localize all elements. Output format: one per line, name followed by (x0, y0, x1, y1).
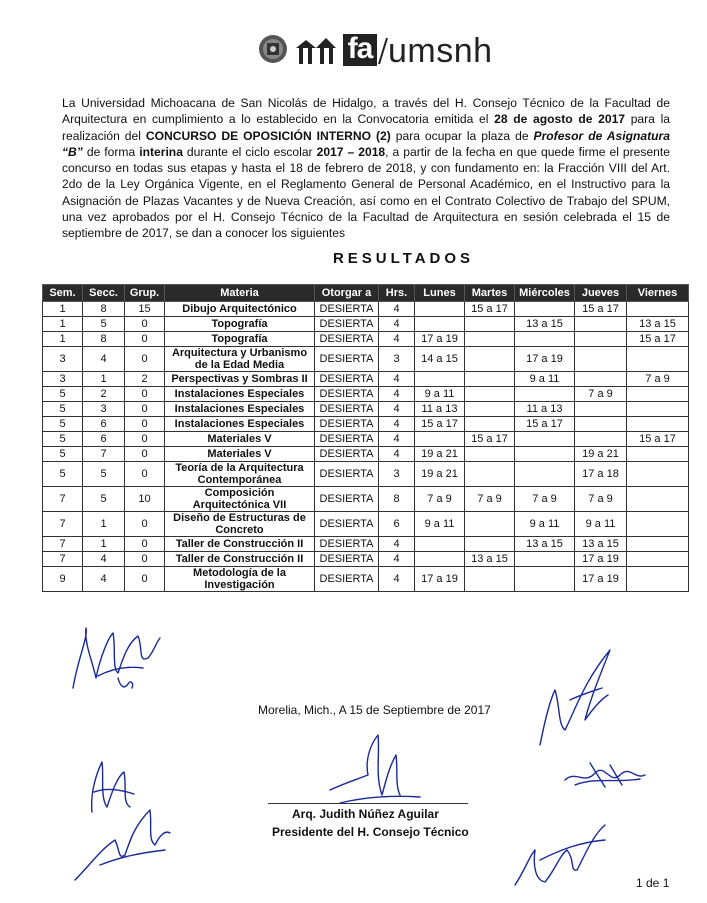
cell-viernes (627, 567, 689, 592)
cell-sem: 7 (43, 512, 83, 537)
results-table (42, 284, 689, 592)
header-materia: Materia (165, 285, 315, 302)
cell-grup: 0 (125, 317, 165, 332)
cell-martes (465, 417, 515, 432)
cell-materia: Teoría de la Arquitectura Contemporánea (165, 462, 315, 487)
cell-viernes: 7 a 9 (627, 372, 689, 387)
cell-materia: Taller de Construcción II (165, 552, 315, 567)
table-row (43, 332, 689, 347)
table-row (43, 387, 689, 402)
cell-miercoles (515, 462, 575, 487)
university-seal-icon (258, 34, 288, 64)
cell-sem: 1 (43, 332, 83, 347)
cell-materia: Composición Arquitectónica VII (165, 487, 315, 512)
table-row (43, 432, 689, 447)
cell-miercoles: 17 a 19 (515, 347, 575, 372)
cell-materia: Instalaciones Especiales (165, 402, 315, 417)
cell-materia: Instalaciones Especiales (165, 417, 315, 432)
cell-jueves (575, 372, 627, 387)
cell-materia: Topografía (165, 332, 315, 347)
cell-otorgar: DESIERTA (315, 402, 379, 417)
table-row (43, 447, 689, 462)
cell-otorgar: DESIERTA (315, 487, 379, 512)
cell-miercoles: 9 a 11 (515, 372, 575, 387)
cell-secc: 6 (83, 417, 125, 432)
cell-secc: 4 (83, 347, 125, 372)
cell-materia: Arquitectura y Urbanismo de la Edad Media (165, 347, 315, 372)
cell-lunes (415, 552, 465, 567)
cell-viernes (627, 487, 689, 512)
cell-lunes (415, 372, 465, 387)
table-row (43, 417, 689, 432)
signature-center (320, 725, 430, 810)
table-row (43, 402, 689, 417)
cell-sem: 5 (43, 432, 83, 447)
cell-hrs: 4 (379, 537, 415, 552)
signature-right-top (530, 640, 620, 750)
cell-viernes (627, 347, 689, 372)
cell-hrs: 4 (379, 552, 415, 567)
cell-martes (465, 332, 515, 347)
cell-grup: 0 (125, 552, 165, 567)
cell-materia: Materiales V (165, 432, 315, 447)
cell-lunes: 19 a 21 (415, 462, 465, 487)
cell-miercoles: 11 a 13 (515, 402, 575, 417)
cell-martes (465, 447, 515, 462)
table-row (43, 512, 689, 537)
cell-otorgar: DESIERTA (315, 432, 379, 447)
cell-secc: 3 (83, 402, 125, 417)
cell-grup: 0 (125, 432, 165, 447)
header-grup: Grup. (125, 285, 165, 302)
cell-martes: 13 a 15 (465, 552, 515, 567)
cell-miercoles (515, 302, 575, 317)
cell-grup: 0 (125, 462, 165, 487)
cell-miercoles (515, 332, 575, 347)
cell-martes (465, 512, 515, 537)
cell-jueves: 13 a 15 (575, 537, 627, 552)
cell-sem: 9 (43, 567, 83, 592)
cell-sem: 1 (43, 302, 83, 317)
faculty-logo-fa: fa (343, 34, 377, 66)
results-title: RESULTADOS (332, 250, 475, 267)
cell-hrs: 4 (379, 317, 415, 332)
cell-grup: 0 (125, 347, 165, 372)
cell-viernes (627, 387, 689, 402)
cell-jueves: 17 a 19 (575, 567, 627, 592)
cell-materia: Diseño de Estructuras de Concreto (165, 512, 315, 537)
cell-jueves: 17 a 18 (575, 462, 627, 487)
cell-materia: Dibujo Arquitectónico (165, 302, 315, 317)
cell-sem: 7 (43, 537, 83, 552)
cell-otorgar: DESIERTA (315, 417, 379, 432)
cell-sem: 5 (43, 417, 83, 432)
cell-viernes: 15 a 17 (627, 432, 689, 447)
header-martes: Martes (465, 285, 515, 302)
cell-otorgar: DESIERTA (315, 387, 379, 402)
header-viernes: Viernes (627, 285, 689, 302)
results-table-header (43, 285, 689, 302)
cell-sem: 5 (43, 402, 83, 417)
cell-miercoles (515, 432, 575, 447)
cell-lunes (415, 432, 465, 447)
cell-viernes (627, 302, 689, 317)
table-row (43, 487, 689, 512)
cell-hrs: 6 (379, 512, 415, 537)
cell-miercoles (515, 447, 575, 462)
cell-secc: 8 (83, 332, 125, 347)
cell-miercoles (515, 387, 575, 402)
cell-otorgar: DESIERTA (315, 512, 379, 537)
cell-materia: Materiales V (165, 447, 315, 462)
cell-grup: 0 (125, 387, 165, 402)
cell-hrs: 4 (379, 567, 415, 592)
cell-otorgar: DESIERTA (315, 332, 379, 347)
header-jueves: Jueves (575, 285, 627, 302)
results-table-body (43, 302, 689, 592)
cell-martes: 15 a 17 (465, 432, 515, 447)
cell-lunes (415, 302, 465, 317)
cell-jueves (575, 347, 627, 372)
cell-jueves: 9 a 11 (575, 512, 627, 537)
signature-bottom-right (505, 810, 615, 895)
university-brand-name: umsnh (388, 32, 493, 70)
cell-hrs: 4 (379, 417, 415, 432)
cell-hrs: 4 (379, 432, 415, 447)
cell-jueves (575, 402, 627, 417)
cell-secc: 4 (83, 552, 125, 567)
cell-sem: 7 (43, 552, 83, 567)
cell-otorgar: DESIERTA (315, 317, 379, 332)
cell-viernes: 15 a 17 (627, 332, 689, 347)
cell-jueves: 19 a 21 (575, 447, 627, 462)
cell-hrs: 4 (379, 402, 415, 417)
cell-grup: 10 (125, 487, 165, 512)
cell-viernes (627, 417, 689, 432)
table-row (43, 372, 689, 387)
cell-secc: 1 (83, 372, 125, 387)
cell-viernes (627, 447, 689, 462)
signature-bottom-left (70, 795, 190, 885)
cell-lunes: 17 a 19 (415, 567, 465, 592)
cell-otorgar: DESIERTA (315, 347, 379, 372)
cell-grup: 0 (125, 447, 165, 462)
cell-sem: 5 (43, 387, 83, 402)
cell-hrs: 4 (379, 372, 415, 387)
cell-lunes: 9 a 11 (415, 387, 465, 402)
cell-sem: 5 (43, 462, 83, 487)
cell-hrs: 4 (379, 332, 415, 347)
table-row (43, 462, 689, 487)
cell-miercoles: 7 a 9 (515, 487, 575, 512)
cell-grup: 2 (125, 372, 165, 387)
cell-grup: 0 (125, 417, 165, 432)
cell-grup: 0 (125, 567, 165, 592)
cell-hrs: 3 (379, 462, 415, 487)
cell-martes (465, 317, 515, 332)
cell-otorgar: DESIERTA (315, 447, 379, 462)
cell-hrs: 4 (379, 387, 415, 402)
cell-jueves: 7 a 9 (575, 487, 627, 512)
cell-viernes (627, 552, 689, 567)
cell-otorgar: DESIERTA (315, 537, 379, 552)
cell-jueves: 17 a 19 (575, 552, 627, 567)
cell-martes (465, 537, 515, 552)
cell-secc: 2 (83, 387, 125, 402)
cell-hrs: 3 (379, 347, 415, 372)
cell-viernes (627, 537, 689, 552)
cell-jueves: 7 a 9 (575, 387, 627, 402)
cell-viernes (627, 512, 689, 537)
cell-grup: 0 (125, 332, 165, 347)
cell-otorgar: DESIERTA (315, 552, 379, 567)
cell-sem: 3 (43, 347, 83, 372)
cell-secc: 5 (83, 462, 125, 487)
signer-name: Arq. Judith Núñez Aguilar (292, 807, 439, 821)
cell-miercoles: 9 a 11 (515, 512, 575, 537)
table-row (43, 302, 689, 317)
cell-secc: 5 (83, 487, 125, 512)
cell-grup: 0 (125, 512, 165, 537)
header-lunes: Lunes (415, 285, 465, 302)
cell-grup: 15 (125, 302, 165, 317)
cell-viernes (627, 462, 689, 487)
cell-otorgar: DESIERTA (315, 567, 379, 592)
cell-viernes (627, 402, 689, 417)
signature-right-middle (560, 755, 650, 795)
cell-martes (465, 567, 515, 592)
cell-sem: 3 (43, 372, 83, 387)
cell-secc: 7 (83, 447, 125, 462)
header-otorgar: Otorgar a (315, 285, 379, 302)
cell-lunes: 19 a 21 (415, 447, 465, 462)
header-miercoles: Miércoles (515, 285, 575, 302)
logo-slash-icon (378, 36, 388, 66)
cell-grup: 0 (125, 537, 165, 552)
cell-jueves: 15 a 17 (575, 302, 627, 317)
cell-viernes: 13 a 15 (627, 317, 689, 332)
letterhead (0, 28, 707, 78)
cell-martes: 15 a 17 (465, 302, 515, 317)
cell-sem: 1 (43, 317, 83, 332)
cell-lunes: 17 a 19 (415, 332, 465, 347)
table-row (43, 552, 689, 567)
cell-otorgar: DESIERTA (315, 372, 379, 387)
cell-martes (465, 372, 515, 387)
header-hrs: Hrs. (379, 285, 415, 302)
cell-jueves (575, 332, 627, 347)
signature-top-left (68, 618, 168, 698)
cell-materia: Taller de Construcción II (165, 537, 315, 552)
cell-sem: 7 (43, 487, 83, 512)
cell-hrs: 4 (379, 302, 415, 317)
cell-lunes (415, 317, 465, 332)
page-number: 1 de 1 (636, 876, 670, 890)
cell-miercoles (515, 567, 575, 592)
cell-secc: 4 (83, 567, 125, 592)
cell-lunes (415, 537, 465, 552)
place-date: Morelia, Mich., A 15 de Septiembre de 2017 (258, 703, 491, 717)
cell-martes (465, 387, 515, 402)
cell-miercoles: 15 a 17 (515, 417, 575, 432)
cell-lunes: 11 a 13 (415, 402, 465, 417)
cell-secc: 5 (83, 317, 125, 332)
cell-lunes: 14 a 15 (415, 347, 465, 372)
signer-role: Presidente del H. Consejo Técnico (272, 825, 469, 839)
cell-materia: Instalaciones Especiales (165, 387, 315, 402)
cell-secc: 1 (83, 537, 125, 552)
cell-materia: Metodología de la Investigación (165, 567, 315, 592)
cell-materia: Topografía (165, 317, 315, 332)
cell-otorgar: DESIERTA (315, 302, 379, 317)
table-row (43, 567, 689, 592)
cell-miercoles: 13 a 15 (515, 537, 575, 552)
faculty-house-logo-icon (296, 36, 338, 66)
cell-martes: 7 a 9 (465, 487, 515, 512)
cell-lunes: 7 a 9 (415, 487, 465, 512)
cell-martes (465, 402, 515, 417)
cell-miercoles: 13 a 15 (515, 317, 575, 332)
cell-sem: 5 (43, 447, 83, 462)
cell-grup: 0 (125, 402, 165, 417)
cell-lunes: 9 a 11 (415, 512, 465, 537)
cell-lunes: 15 a 17 (415, 417, 465, 432)
cell-secc: 6 (83, 432, 125, 447)
cell-hrs: 8 (379, 487, 415, 512)
cell-jueves (575, 417, 627, 432)
cell-martes (465, 347, 515, 372)
cell-miercoles (515, 552, 575, 567)
cell-jueves (575, 432, 627, 447)
cell-jueves (575, 317, 627, 332)
cell-secc: 1 (83, 512, 125, 537)
header-sem: Sem. (43, 285, 83, 302)
table-row (43, 347, 689, 372)
cell-secc: 8 (83, 302, 125, 317)
header-secc: Secc. (83, 285, 125, 302)
intro-paragraph: La Universidad Michoacana de San Nicolás de Hidalgo, a través del H. Consejo Técnico de la Facultad de Arquitectura en cumplimiento a lo establecido en la Convocatoria emitida el 28 de agosto de 2017 para la realización del CONCURSO DE OPOSICIÓN INTERNO (2) para ocupar la plaza de Profesor de Asignatura “B” de forma interina durante el ciclo escolar 2017 – 2018, a partir de la fecha en que quede firme el presente concurso en todas sus etapas y hasta el 18 de febrero de 2018, y con fundamento en: la Fracción VIII del Art. 2do de la Ley Orgánica Vigente, en el Reglamento General de Personal Académico, en el Instructivo para la Asignación de Plazas Vacantes y de Nueva Creación, así como en el Contrato Colectivo de Trabajo del SPUM, una vez aprobados por el H. Consejo Técnico de la Facultad de Arquitectura en sesión celebrada el 15 de septiembre de 2017, se dan a conocer los siguientes (62, 96, 670, 241)
cell-martes (465, 462, 515, 487)
table-row (43, 317, 689, 332)
cell-otorgar: DESIERTA (315, 462, 379, 487)
cell-materia: Perspectivas y Sombras II (165, 372, 315, 387)
table-row (43, 537, 689, 552)
cell-hrs: 4 (379, 447, 415, 462)
